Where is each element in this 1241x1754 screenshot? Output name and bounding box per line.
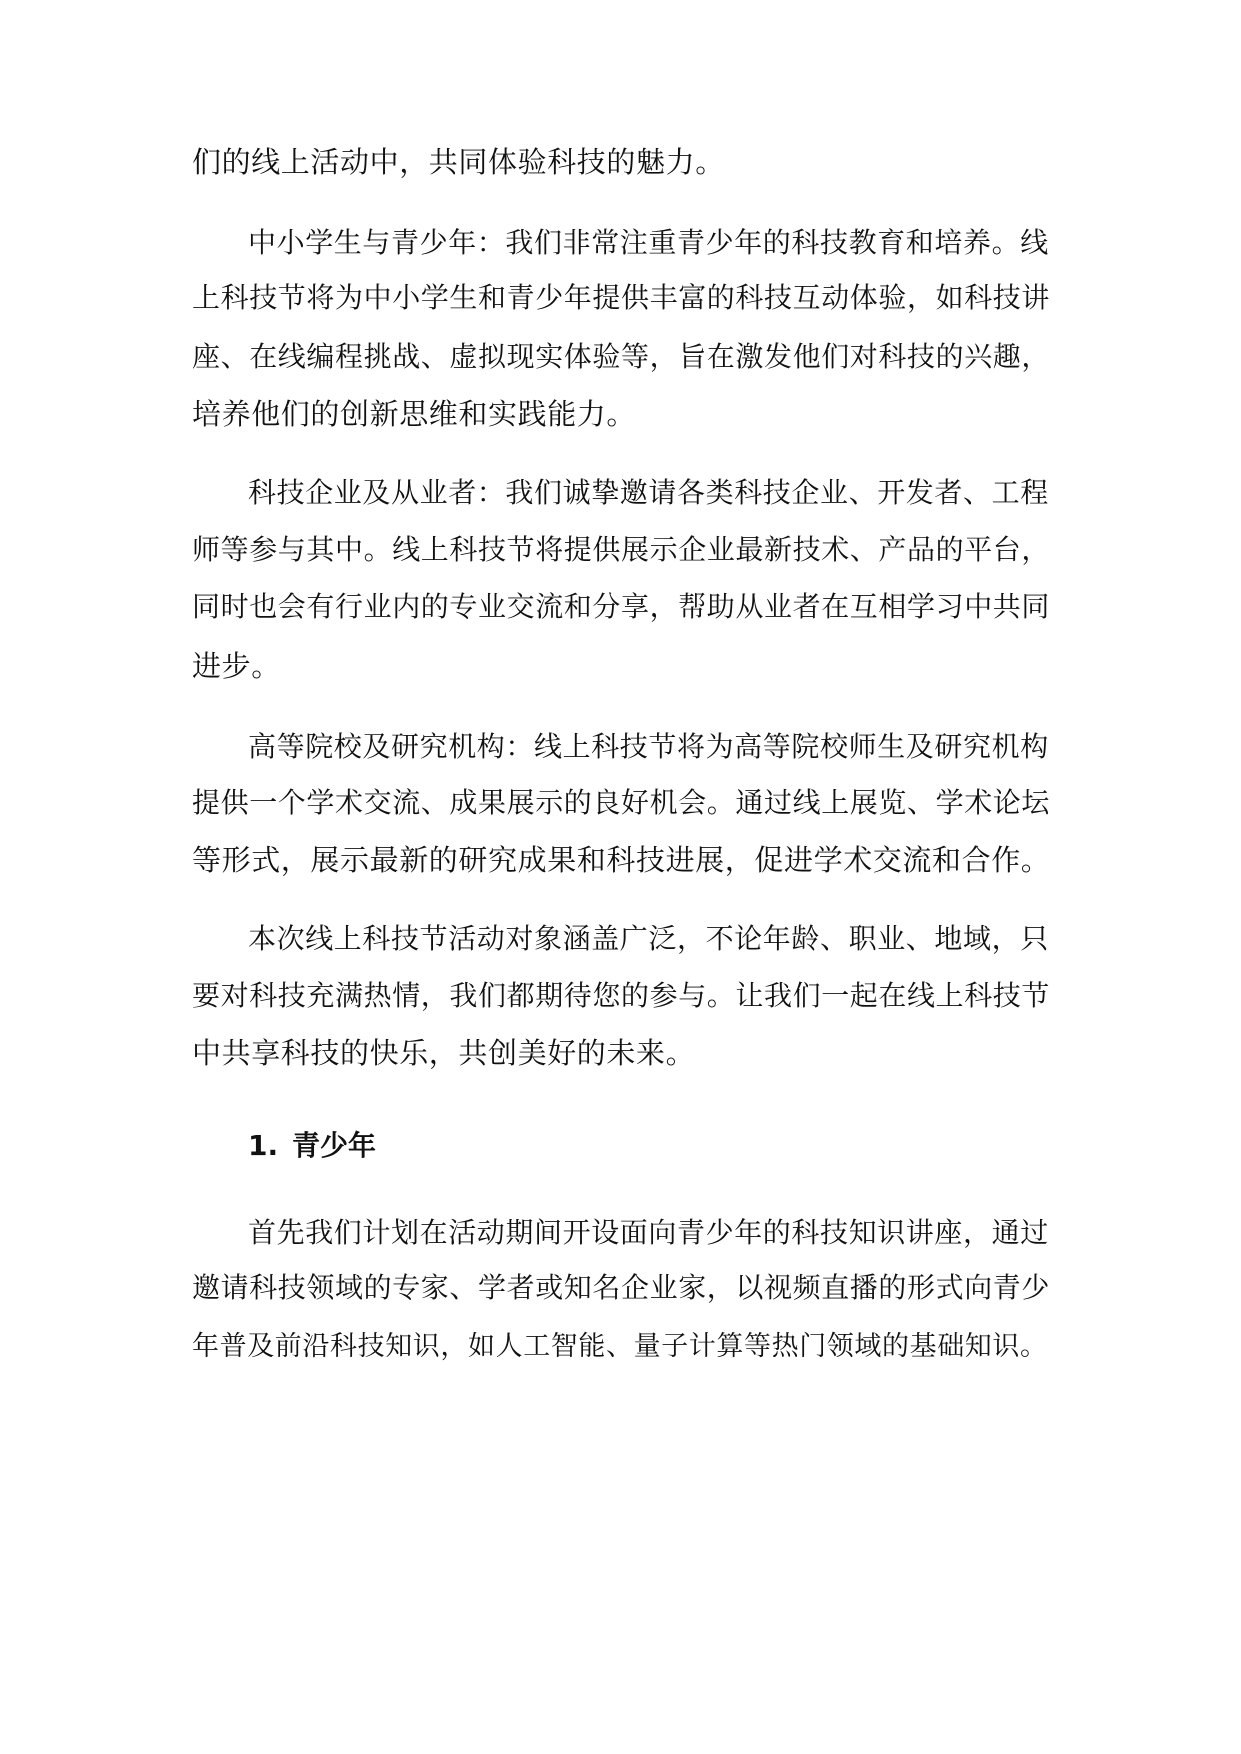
text-line: 座、在线编程挑战、虚拟现实体验等，旨在激发他们对科技的兴趣， [192,340,1051,373]
text-line: 中共享科技的快乐，共创美好的未来。 [192,1036,696,1070]
text-line: 要对科技充满热情，我们都期待您的参与。让我们一起在线上科技节 [192,979,1051,1012]
text-line: 中小学生与青少年：我们非常注重青少年的科技教育和培养。线 [248,226,1049,259]
section-title: 青少年 [292,1129,377,1162]
text-line: 进步。 [192,649,281,683]
text-line: 们的线上活动中，共同体验科技的魅力。 [192,145,725,179]
text-line: 培养他们的创新思维和实践能力。 [192,397,637,431]
text-line: 高等院校及研究机构：线上科技节将为高等院校师生及研究机构 [248,730,1049,763]
text-line: 科技企业及从业者：我们诚挚邀请各类科技企业、开发者、工程 [248,476,1049,509]
text-line: 上科技节将为中小学生和青少年提供丰富的科技互动体验，如科技讲 [192,281,1051,314]
text-line: 师等参与其中。线上科技节将提供展示企业最新技术、产品的平台， [192,533,1051,566]
text-line: 同时也会有行业内的专业交流和分享，帮助从业者在互相学习中共同 [192,590,1051,623]
text-line: 年普及前沿科技知识，如人工智能、量子计算等热门领域的基础知识。 [192,1331,1048,1362]
text-line: 首先我们计划在活动期间开设面向青少年的科技知识讲座，通过 [248,1216,1049,1249]
text-line: 邀请科技领域的专家、学者或知名企业家，以视频直播的形式向青少 [192,1271,1051,1304]
section-number: 1. [248,1129,279,1162]
text-line: 等形式，展示最新的研究成果和科技进展，促进学术交流和合作。 [192,843,1051,877]
section-heading [248,1116,376,1176]
text-line: 提供一个学术交流、成果展示的良好机会。通过线上展览、学术论坛 [192,786,1051,819]
text-line: 本次线上科技节活动对象涵盖广泛，不论年龄、职业、地域，只 [248,922,1049,955]
